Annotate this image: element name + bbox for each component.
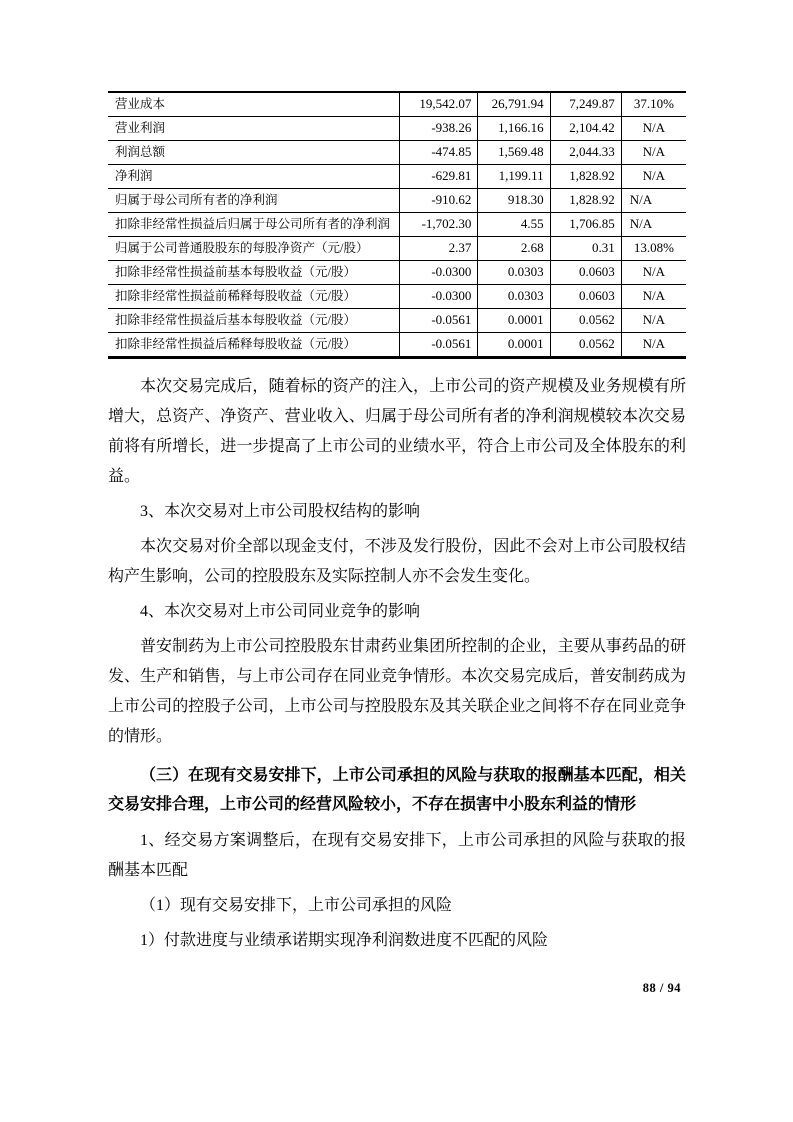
table-row (108, 117, 686, 141)
page-content (108, 91, 686, 961)
value-cell: 1,166.16 (478, 117, 550, 141)
value-cell: -910.62 (400, 189, 478, 213)
row-label: 扣除非经常性损益后基本每股收益（元/股） (108, 309, 400, 333)
change-cell: N/A (621, 189, 686, 213)
change-cell: N/A (621, 165, 686, 189)
financial-summary-table (108, 91, 686, 359)
change-cell: N/A (621, 333, 686, 358)
table-row (108, 309, 686, 333)
value-cell: 0.0303 (478, 285, 550, 309)
numbered-heading: 4、本次交易对上市公司同业竞争的影响 (140, 603, 421, 620)
value-cell: 2.37 (400, 237, 478, 261)
value-cell: 2,044.33 (550, 141, 621, 165)
value-cell: 0.0562 (550, 333, 621, 358)
table-row (108, 141, 686, 165)
change-cell: N/A (621, 261, 686, 285)
table-row (108, 165, 686, 189)
table-row (108, 261, 686, 285)
value-cell: 0.0603 (550, 261, 621, 285)
value-cell: 0.0603 (550, 285, 621, 309)
value-cell: -0.0561 (400, 309, 478, 333)
row-label: 扣除非经常性损益前基本每股收益（元/股） (108, 261, 400, 285)
value-cell: -1,702.30 (400, 213, 478, 237)
numbered-heading: （1）现有交易安排下，上市公司承担的风险 (140, 897, 453, 914)
table-row (108, 213, 686, 237)
value-cell: 918.30 (478, 189, 550, 213)
page-number: 88 / 94 (642, 981, 681, 995)
row-label: 营业成本 (108, 92, 400, 117)
section-heading: （三）在现有交易安排下，上市公司承担的风险与获取的报酬基本匹配，相关交易安排合理，上市公司的经营风险较小，不存在损害中小股东利益的情形 (108, 767, 686, 813)
value-cell: -0.0300 (400, 261, 478, 285)
row-label: 扣除非经常性损益后归属于母公司所有者的净利润 (108, 213, 400, 237)
paragraph: 本次交易完成后，随着标的资产的注入，上市公司的资产规模及业务规模有所增大，总资产、净资产、营业收入、归属于母公司所有者的净利润规模较本次交易前将有所增长，进一步提高了上市公司的业绩水平，符合上市公司及全体股东的利益。 (108, 378, 686, 485)
row-label: 归属于公司普通股股东的每股净资产（元/股） (108, 237, 400, 261)
value-cell: -474.85 (400, 141, 478, 165)
value-cell: 0.31 (550, 237, 621, 261)
document-body (108, 372, 686, 956)
value-cell: 26,791.94 (478, 92, 550, 117)
financial-table-body (108, 92, 686, 358)
change-cell: N/A (621, 141, 686, 165)
paragraph: 本次交易对价全部以现金支付，不涉及发行股份，因此不会对上市公司股权结构产生影响，公司的控股股东及实际控制人亦不会发生变化。 (108, 538, 686, 585)
row-label: 扣除非经常性损益前稀释每股收益（元/股） (108, 285, 400, 309)
numbered-heading: 1）付款进度与业绩承诺期实现净利润数进度不匹配的风险 (140, 932, 549, 949)
value-cell: 2,104.42 (550, 117, 621, 141)
value-cell: 1,569.48 (478, 141, 550, 165)
row-label: 利润总额 (108, 141, 400, 165)
row-label: 扣除非经常性损益后稀释每股收益（元/股） (115, 337, 356, 352)
value-cell: -629.81 (400, 165, 478, 189)
value-cell: 0.0303 (478, 261, 550, 285)
row-label: 营业利润 (108, 117, 400, 141)
value-cell: 7,249.87 (550, 92, 621, 117)
row-label: 净利润 (108, 165, 400, 189)
value-cell: 2.68 (478, 237, 550, 261)
value-cell: 19,542.07 (400, 92, 478, 117)
row-label: 归属于母公司所有者的净利润 (108, 189, 400, 213)
value-cell: 0.0001 (478, 309, 550, 333)
paragraph: 普安制药为上市公司控股股东甘肃药业集团所控制的企业，主要从事药品的研发、生产和销售，与上市公司存在同业竞争情形。本次交易完成后，普安制药成为上市公司的控股子公司，上市公司与控股股东及其关联企业之间将不存在同业竞争的情形。 (108, 638, 686, 745)
value-cell: 0.0562 (550, 309, 621, 333)
change-cell: N/A (621, 213, 686, 237)
value-cell: 1,706.85 (550, 213, 621, 237)
table-row (108, 285, 686, 309)
table-row (108, 333, 686, 358)
value-cell: 1,199.11 (478, 165, 550, 189)
value-cell: -0.0561 (400, 333, 478, 358)
change-cell: 13.08% (621, 237, 686, 261)
change-cell: N/A (621, 285, 686, 309)
value-cell: 0.0001 (478, 333, 550, 358)
numbered-heading: 1、经交易方案调整后，在现有交易安排下，上市公司承担的风险与获取的报酬基本匹配 (108, 832, 686, 879)
value-cell: 1,828.92 (550, 189, 621, 213)
table-row (108, 237, 686, 261)
change-cell: 37.10% (621, 92, 686, 117)
value-cell: 4.55 (478, 213, 550, 237)
table-row (108, 92, 686, 117)
change-cell: N/A (621, 309, 686, 333)
numbered-heading: 3、本次交易对上市公司股权结构的影响 (140, 503, 421, 520)
change-cell: N/A (621, 117, 686, 141)
value-cell: -938.26 (400, 117, 478, 141)
table-row (108, 189, 686, 213)
value-cell: 1,828.92 (550, 165, 621, 189)
value-cell: -0.0300 (400, 285, 478, 309)
